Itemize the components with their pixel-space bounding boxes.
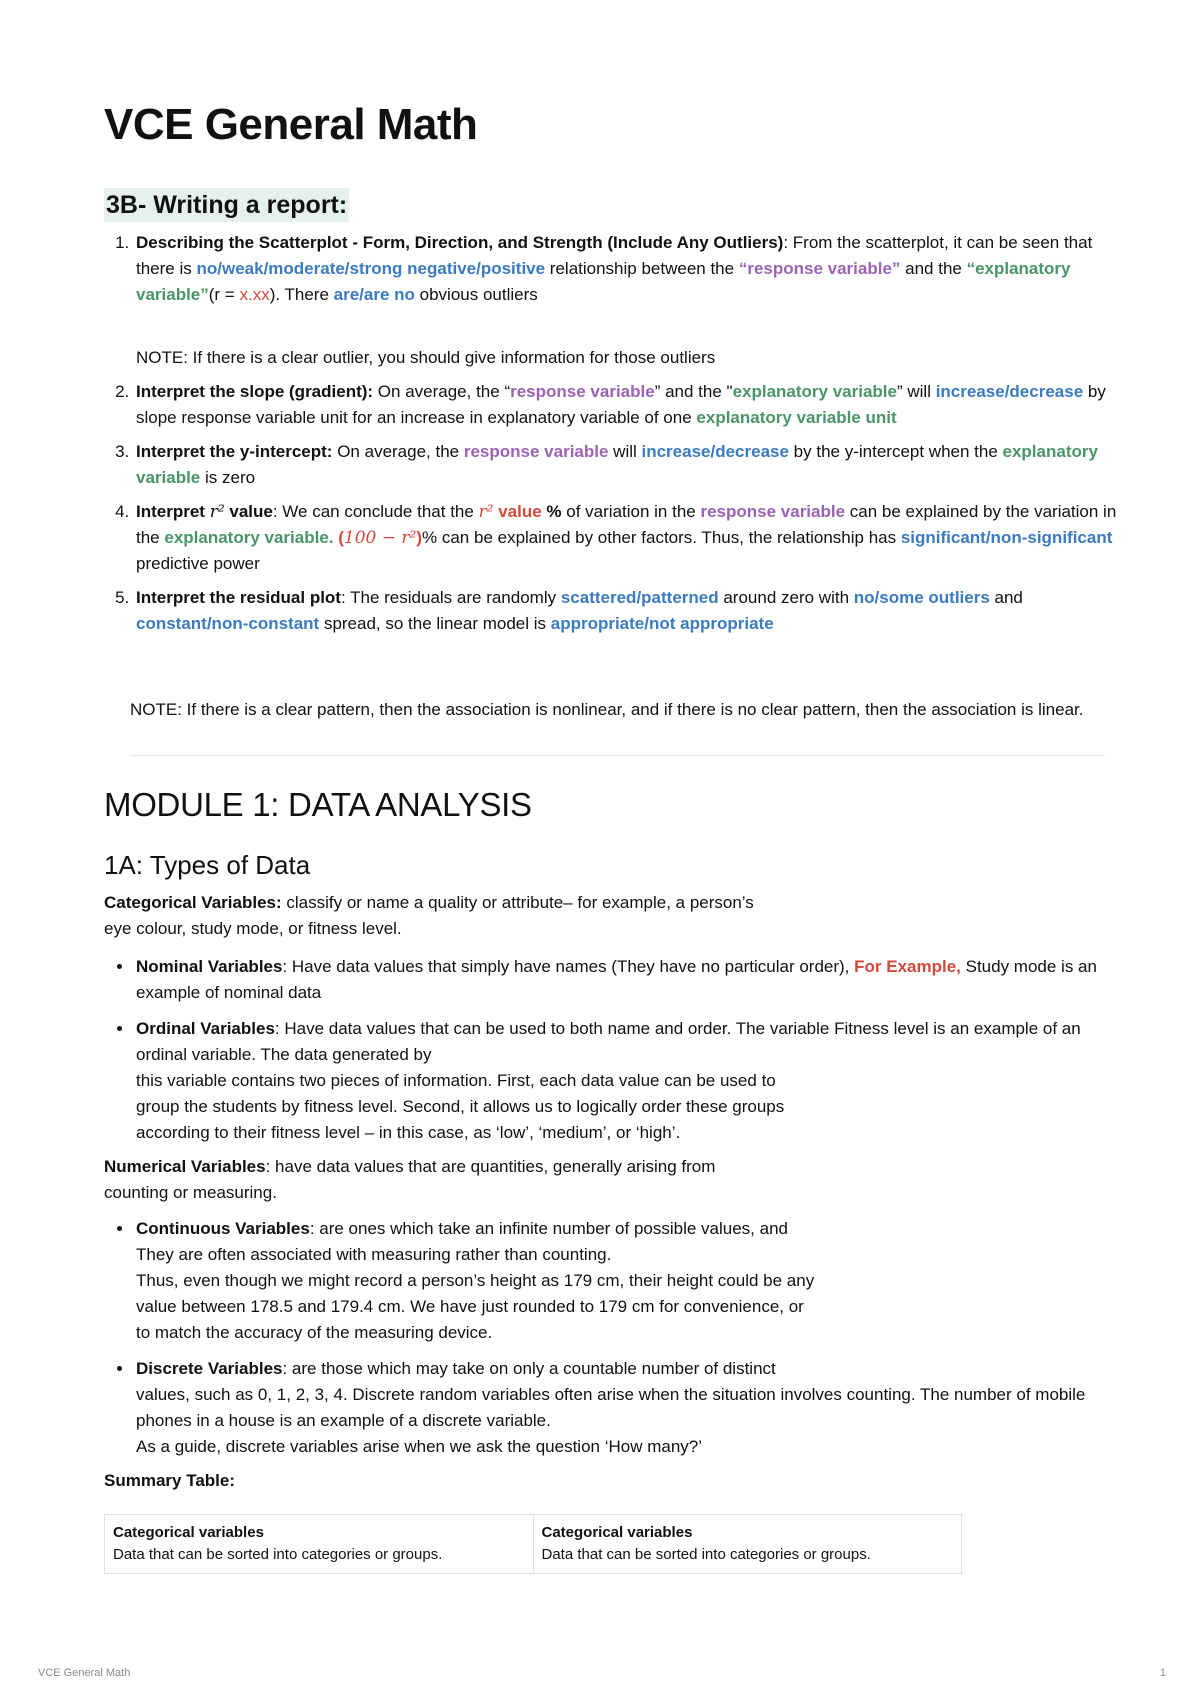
section-divider [130,755,1105,756]
definition-text: to match the accuracy of the measuring device. [136,1323,493,1342]
r-squared-value-symbol: r² [478,502,494,522]
outliers-placeholder: are/are no [333,285,415,304]
definition-text: : are ones which take an infinite number of possible values, and [309,1219,788,1238]
step-5-label: Interpret the residual plot [136,588,341,607]
categorical-definition [104,890,754,942]
strength-placeholder: no/weak/moderate/strong negative/positive [196,259,546,278]
definition-text: group the students by fitness level. Second, it allows us to logically order these groups [136,1097,785,1116]
ordinal-label: Ordinal Variables [136,1019,275,1038]
step-text: % can be explained by other factors. Thus, the relationship has [422,528,901,547]
example-tag: For Example, [854,957,961,976]
definition-text: values, such as 0, 1, 2, 3, 4. Discrete random variables often arise when the situation involves counting. The number of mobile phones in a house is an example of a discrete variable. [136,1385,1086,1430]
step-text: is zero [200,468,256,487]
spread-placeholder: constant/non-constant [136,614,320,633]
definition-text: counting or measuring. [104,1183,277,1202]
change-placeholder: increase/decrease [641,442,789,461]
significance-placeholder: significant/non-significant [900,528,1113,547]
definition-text: classify or name a quality or attribute– for example, a person’s [281,893,754,912]
definition-text: value between 178.5 and 179.4 cm. We have just rounded to 179 cm for convenience, or [136,1297,804,1316]
step-text: On average, the “ [373,382,511,401]
discrete-item [134,1356,1134,1460]
step-text: ” and the " [654,382,733,401]
definition-text: : Have data values that simply have names (They have no particular order), [282,957,855,976]
pattern-note: NOTE: If there is a clear pattern, then the association is nonlinear, and if there is no clear pattern, then the association is linear. [130,700,1084,719]
explanatory-unit-term: explanatory variable unit [696,408,897,427]
paren-open: ( [333,528,344,547]
explanatory-variable-term: explanatory variable [732,382,897,401]
cell-description: Data that can be sorted into categories or groups. [541,1546,871,1563]
numerical-definition [104,1154,715,1206]
step-4-label-text: Interpret [136,502,210,521]
step-text: predictive power [136,554,260,573]
definition-text: this variable contains two pieces of information. First, each data value can be used to [136,1071,776,1090]
scatter-placeholder: scattered/patterned [560,588,719,607]
response-variable-term: response variable [700,502,846,521]
categorical-types-list [104,954,1134,1156]
nominal-item [134,954,1134,1006]
step-1-label: Describing the Scatterplot - Form, Direction, and Strength (Include Any Outliers) [136,233,784,252]
definition-text: eye colour, study mode, or fitness level. [104,919,402,938]
footer-title: VCE General Math [38,1667,131,1679]
r-value: x.xx [239,285,270,304]
explanatory-variable-term: explanatory variable [136,442,1098,487]
nominal-label: Nominal Variables [136,957,283,976]
step-text: of variation in the [561,502,701,521]
step-4-label [136,502,273,521]
outlier-note: NOTE: If there is a clear outlier, you should give information for those outliers [136,348,716,367]
step-text: by the y-intercept when the [788,442,1003,461]
report-heading: 3B- Writing a report: [104,188,349,222]
explanatory-variable-term: explanatory variable. [164,528,334,547]
step-text: ). There [269,285,334,304]
definition-text: : have data values that are quantities, generally arising from [265,1157,716,1176]
step-text: around zero with [718,588,854,607]
step-text: can be explained by the variation in the [136,502,1117,547]
definition-text: Study mode is an example of nominal data [136,957,1097,1002]
percent-sign: % [541,502,562,521]
step-text: obvious outliers [414,285,538,304]
cell-description: Data that can be sorted into categories or groups. [113,1546,443,1563]
response-variable-term: “response variable” [738,259,901,278]
step-text: On average, the [332,442,464,461]
paren-close: ) [416,528,423,547]
definition-text: As a guide, discrete variables arise when we ask the question ‘How many?’ [136,1437,703,1456]
cell-heading: Categorical variables [541,1524,693,1541]
unexplained-expression: 100 − r² [343,528,417,548]
appropriateness-placeholder: appropriate/not appropriate [550,614,774,633]
step-text: : The residuals are randomly [340,588,561,607]
step-text: (r = [208,285,240,304]
step-text: and [989,588,1023,607]
step-text: ” will [896,382,936,401]
module-heading: MODULE 1: DATA ANALYSIS [104,786,532,823]
step-text: spread, so the linear model is [319,614,551,633]
cell-heading: Categorical variables [113,1524,264,1541]
report-step-2 [134,379,1134,431]
definition-text: : are those which may take on only a countable number of distinct [282,1359,776,1378]
step-text: : We can conclude that the [272,502,479,521]
step-text: will [608,442,642,461]
response-variable-term: response variable [510,382,655,401]
discrete-label: Discrete Variables [136,1359,283,1378]
response-variable-term: response variable [463,442,609,461]
r-squared-value-word: value [493,502,542,521]
page-number: 1 [1159,1667,1166,1679]
definition-text: : Have data values that can be used to both name and order. The variable Fitness level is an example of an ordinal variable. The data generated by [136,1019,1081,1064]
definition-text: They are often associated with measuring rather than counting. [136,1245,612,1264]
step-text: and the [900,259,967,278]
step-3-label: Interpret the y-intercept: [136,442,333,461]
step-text: : From the scatterplot, it can be seen that there is [136,233,1093,278]
step-2-label: Interpret the slope (gradient): [136,382,374,401]
summary-table [104,1514,962,1574]
change-placeholder: increase/decrease [935,382,1084,401]
step-text: by slope response variable unit for an increase in explanatory variable of one [136,382,1106,427]
outliers-placeholder: no/some outliers [853,588,990,607]
continuous-label: Continuous Variables [136,1219,310,1238]
report-steps-list [104,230,1134,637]
numerical-label: Numerical Variables [104,1157,266,1176]
report-step-4 [134,499,1134,577]
report-step-1 [134,230,1134,371]
definition-text: Thus, even though we might record a person’s height as 179 cm, their height could be any [136,1271,815,1290]
numerical-types-list [104,1216,1134,1470]
report-step-5 [134,585,1134,637]
report-step-3 [134,439,1134,491]
table-row [105,1515,962,1574]
summary-label: Summary Table: [104,1471,236,1490]
table-cell [105,1515,534,1574]
document-title: VCE General Math [104,100,478,149]
section-heading: 1A: Types of Data [104,850,311,880]
r-squared-symbol: r² [209,502,225,522]
ordinal-item [134,1016,1134,1146]
table-cell [533,1515,962,1574]
definition-text: according to their fitness level – in this case, as ‘low’, ‘medium’, or ‘high’. [136,1123,681,1142]
step-4-label-text: value [224,502,273,521]
step-text: relationship between the [545,259,739,278]
explanatory-variable-term: “explanatory variable” [136,259,1071,304]
continuous-item [134,1216,1134,1346]
categorical-label: Categorical Variables: [104,893,282,912]
